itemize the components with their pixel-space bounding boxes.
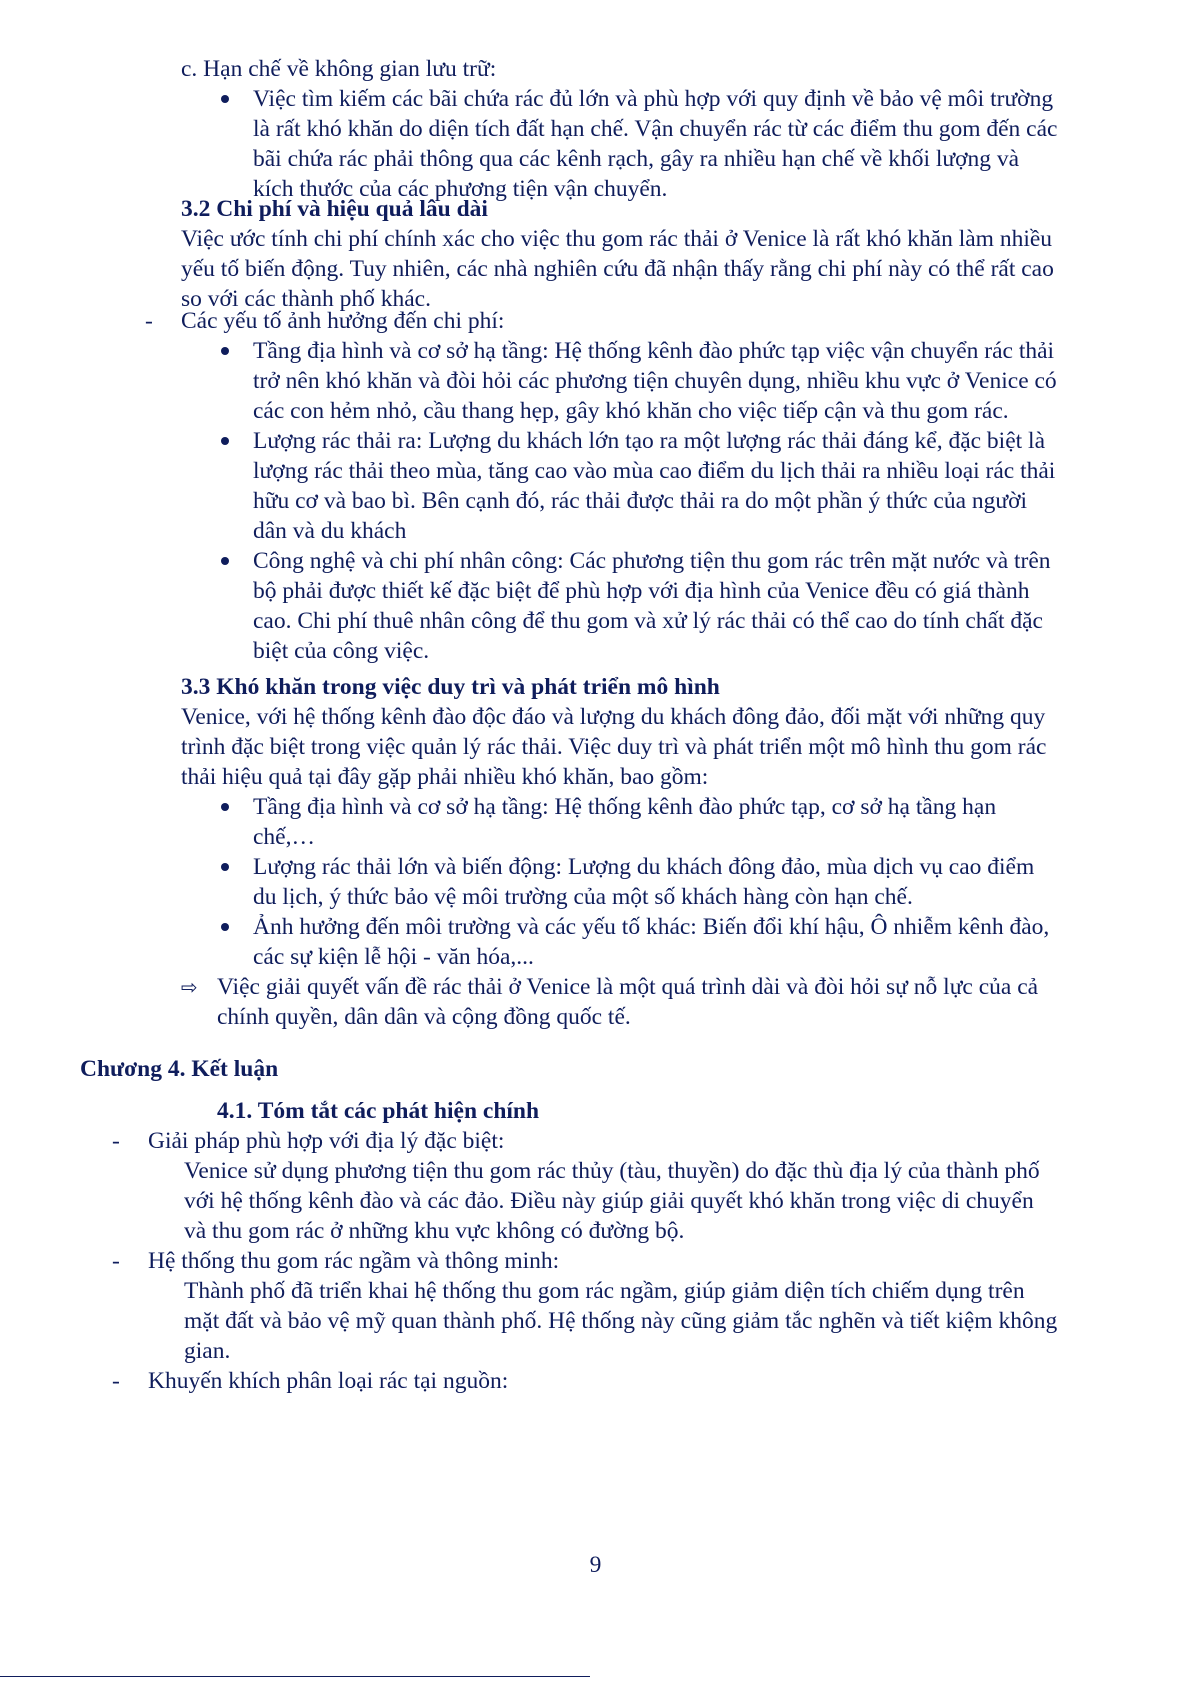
cost-factor-list bbox=[217, 336, 1061, 666]
dash-item: - Các yếu tố ảnh hưởng đến chi phí: bbox=[145, 308, 505, 334]
finding-item: - Khuyến khích phân loại rác tại nguồn: bbox=[112, 1368, 509, 1394]
finding-text: Venice sử dụng phương tiện thu gom rác thủy (tàu, thuyền) do đặc thù địa lý của thành phố với hệ thống kênh đào và các đảo. Điều này giúp giải quyết khó khăn trong việc di chuyển và thu gom rác ở những khu vực không có đường bộ. bbox=[184, 1158, 1040, 1244]
paragraph: Venice, với hệ thống kênh đào độc đáo và lượng du khách đông đảo, đối mặt với những quy trình đặc biệt trong việc quản lý rác thải. Việc duy trì và phát triển một mô hình thu gom rác thải hiệu quả tại đây gặp phải nhiều khó khăn, bao gồm: bbox=[181, 704, 1047, 790]
subsection-heading: 4.1. Tóm tắt các phát hiện chính bbox=[217, 1098, 540, 1124]
footer-divider bbox=[0, 1676, 590, 1677]
subheading-c: c. Hạn chế về không gian lưu trữ: bbox=[181, 56, 497, 82]
finding-label: Khuyến khích phân loại rác tại nguồn: bbox=[148, 1368, 509, 1394]
finding-label: Giải pháp phù hợp với địa lý đặc biệt: bbox=[148, 1128, 505, 1154]
bullet-list bbox=[217, 84, 1061, 204]
conclusion-item: ⇨ Việc giải quyết vấn đề rác thải ở Venice là một quá trình dài và đòi hỏi sự nỗ lực của cả chính quyền, dân dân và cộng đồng quốc tế. bbox=[181, 974, 1039, 1030]
list-item: Lượng rác thải lớn và biến động: Lượng du khách đông đảo, mùa dịch vụ cao điểm du lịch, ý thức bảo vệ môi trường của một số khách hàng còn hạn chế. bbox=[217, 852, 1061, 912]
dash-marker: - bbox=[145, 308, 153, 334]
list-item: Tầng địa hình và cơ sở hạ tầng: Hệ thống kênh đào phức tạp, cơ sở hạ tầng hạn chế,… bbox=[217, 792, 1061, 852]
paragraph: Việc ước tính chi phí chính xác cho việc thu gom rác thải ở Venice là rất khó khăn làm nhiều yếu tố biến động. Tuy nhiên, các nhà nghiên cứu đã nhận thấy rằng chi phí này có thể rất cao so với các thành phố khác. bbox=[181, 226, 1054, 312]
finding-label: Hệ thống thu gom rác ngầm và thông minh: bbox=[148, 1248, 560, 1274]
bullet-list bbox=[217, 792, 1061, 972]
arrow-icon: ⇨ bbox=[181, 975, 198, 999]
section-heading: 3.2 Chi phí và hiệu quả lâu dài bbox=[181, 196, 488, 222]
finding-text: Thành phố đã triển khai hệ thống thu gom rác ngầm, giúp giảm diện tích chiếm dụng trên mặt đất và bảo vệ mỹ quan thành phố. Hệ thống này cũng giảm tắc nghẽn và tiết kiệm không gian. bbox=[184, 1278, 1058, 1364]
findings-list bbox=[112, 1126, 1061, 1396]
page-number: 9 bbox=[589, 1552, 602, 1578]
section-3-1c bbox=[181, 54, 1061, 204]
list-item: Lượng rác thải ra: Lượng du khách lớn tạo ra một lượng rác thải đáng kể, đặc biệt là lượng rác thải theo mùa, tăng cao vào mùa cao điểm du lịch thải ra nhiều loại rác thải hữu cơ và bao bì. Bên cạnh đó, rác thải được thải ra do một phần ý thức của người dân và du khách bbox=[217, 426, 1061, 546]
section-heading: 3.3 Khó khăn trong việc duy trì và phát triển mô hình bbox=[181, 674, 720, 700]
finding-item: - Hệ thống thu gom rác ngầm và thông minh: bbox=[112, 1248, 560, 1274]
bullet-list bbox=[217, 336, 1061, 666]
list-item: Công nghệ và chi phí nhân công: Các phương tiện thu gom rác trên mặt nước và trên bộ phải được thiết kế đặc biệt để phù hợp với địa hình của Venice đều có giá thành cao. Chi phí thuê nhân công để thu gom và xử lý rác thải có thể cao do tính chất đặc biệt của công việc. bbox=[217, 546, 1061, 666]
chapter-title: Chương 4. Kết luận bbox=[80, 1056, 279, 1082]
list-item: Ảnh hưởng đến môi trường và các yếu tố khác: Biến đổi khí hậu, Ô nhiễm kênh đào, các sự kiện lễ hội - văn hóa,... bbox=[217, 912, 1061, 972]
section-3-3 bbox=[181, 672, 1061, 1032]
finding-item: - Giải pháp phù hợp với địa lý đặc biệt: bbox=[112, 1128, 505, 1154]
list-item: Việc tìm kiếm các bãi chứa rác đủ lớn và phù hợp với quy định về bảo vệ môi trường là rất khó khăn do diện tích đất hạn chế. Vận chuyển rác từ các điểm thu gom đến các bãi chứa rác phải thông qua các kênh rạch, gây ra nhiều hạn chế về khối lượng và kích thước của các phương tiện vận chuyển. bbox=[217, 84, 1061, 204]
section-3-2 bbox=[181, 194, 1061, 314]
list-item: Tầng địa hình và cơ sở hạ tầng: Hệ thống kênh đào phức tạp việc vận chuyển rác thải trở nên khó khăn và đòi hỏi các phương tiện chuyên dụng, nhiều khu vực ở Venice có các con hẻm nhỏ, cầu thang hẹp, gây khó khăn cho việc tiếp cận và thu gom rác. bbox=[217, 336, 1061, 426]
